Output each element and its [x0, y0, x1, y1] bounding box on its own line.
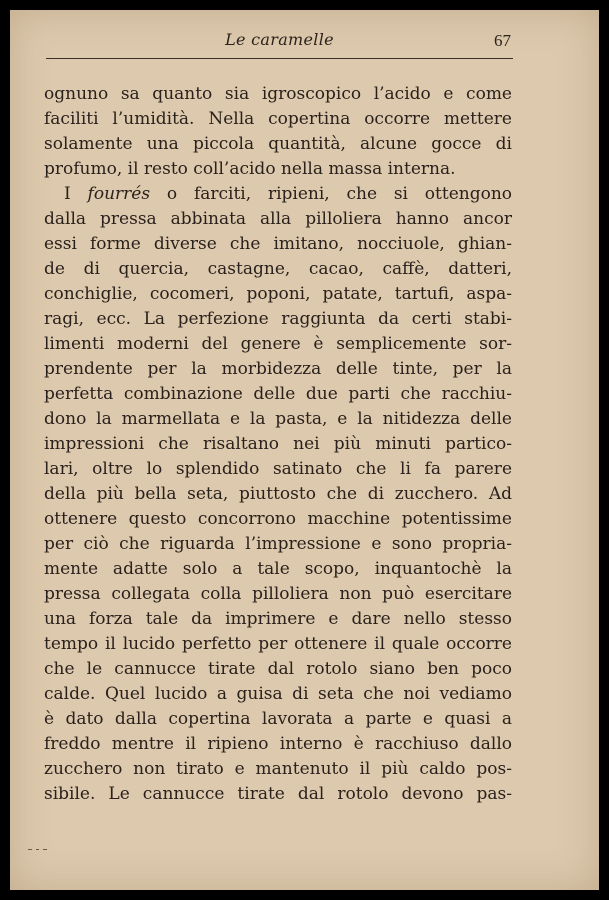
- text-line: è dato dalla copertina lavorata a parte e quasi a: [44, 709, 512, 729]
- italic-term: fourrés: [87, 184, 151, 204]
- text-line: sibile. Le cannucce tirate dal rotolo devono pas-: [44, 784, 512, 804]
- text-line: perfetta combinazione delle due parti che racchiu-: [44, 384, 512, 404]
- text-line: ottenere questo concorrono macchine potentissime: [44, 509, 512, 529]
- text-line: impressioni che risaltano nei più minuti partico-: [44, 434, 512, 454]
- print-mark: [43, 849, 47, 850]
- text-line: dono la marmellata e la pasta, e la nitidezza delle: [44, 409, 512, 429]
- text-line: lari, oltre lo splendido satinato che li fa parere: [44, 459, 512, 479]
- body-text: [44, 82, 512, 807]
- text-line: conchiglie, cocomeri, poponi, patate, tartufi, aspa-: [44, 284, 512, 304]
- text-line: ragi, ecc. La perfezione raggiunta da certi stabi-: [44, 309, 512, 329]
- text-line: freddo mentre il ripieno interno è racchiuso dallo: [44, 734, 512, 754]
- book-page: [10, 10, 599, 890]
- text-line: profumo, il resto coll’acido nella massa interna.: [44, 159, 456, 179]
- print-mark: [36, 849, 39, 850]
- text-line: solamente una piccola quantità, alcune gocce di: [44, 134, 512, 154]
- text-line: pressa collegata colla pilloliera non può esercitare: [44, 584, 512, 604]
- paragraph-opening-line: [44, 182, 512, 207]
- page-header: [46, 30, 513, 59]
- text-line: mente adatte solo a tale scopo, inquantochè la: [44, 559, 512, 579]
- text-line-remainder: o farciti, ripieni, che si ottengono: [166, 184, 512, 204]
- text-line: tempo il lucido perfetto per ottenere il quale occorre: [44, 634, 512, 654]
- paragraph-lead: I: [64, 184, 71, 204]
- page-number: 67: [494, 31, 511, 50]
- text-line: che le cannucce tirate dal rotolo siano ben poco: [44, 659, 512, 679]
- text-line: limenti moderni del genere è semplicemente sor-: [44, 334, 512, 354]
- text-line: per ciò che riguarda l’impressione e sono propria-: [44, 534, 512, 554]
- text-line: della più bella seta, piuttosto che di zucchero. Ad: [44, 484, 512, 504]
- text-line: calde. Quel lucido a guisa di seta che noi vediamo: [44, 684, 512, 704]
- text-line: prendente per la morbidezza delle tinte, per la: [44, 359, 512, 379]
- text-line: zucchero non tirato e mantenuto il più caldo pos-: [44, 759, 512, 779]
- text-line: essi forme diverse che imitano, nocciuole, ghian-: [44, 234, 512, 254]
- text-line: ognuno sa quanto sia igroscopico l’acido e come: [44, 84, 512, 104]
- text-line: dalla pressa abbinata alla pilloliera hanno ancor: [44, 209, 512, 229]
- print-mark: [28, 849, 32, 850]
- text-line: una forza tale da imprimere e dare nello stesso: [44, 609, 512, 629]
- text-line: de di quercia, castagne, cacao, caffè, datteri,: [44, 259, 512, 279]
- running-title: Le caramelle: [225, 30, 334, 49]
- print-marks: [28, 846, 58, 852]
- text-line: faciliti l’umidità. Nella copertina occorre mettere: [44, 109, 512, 129]
